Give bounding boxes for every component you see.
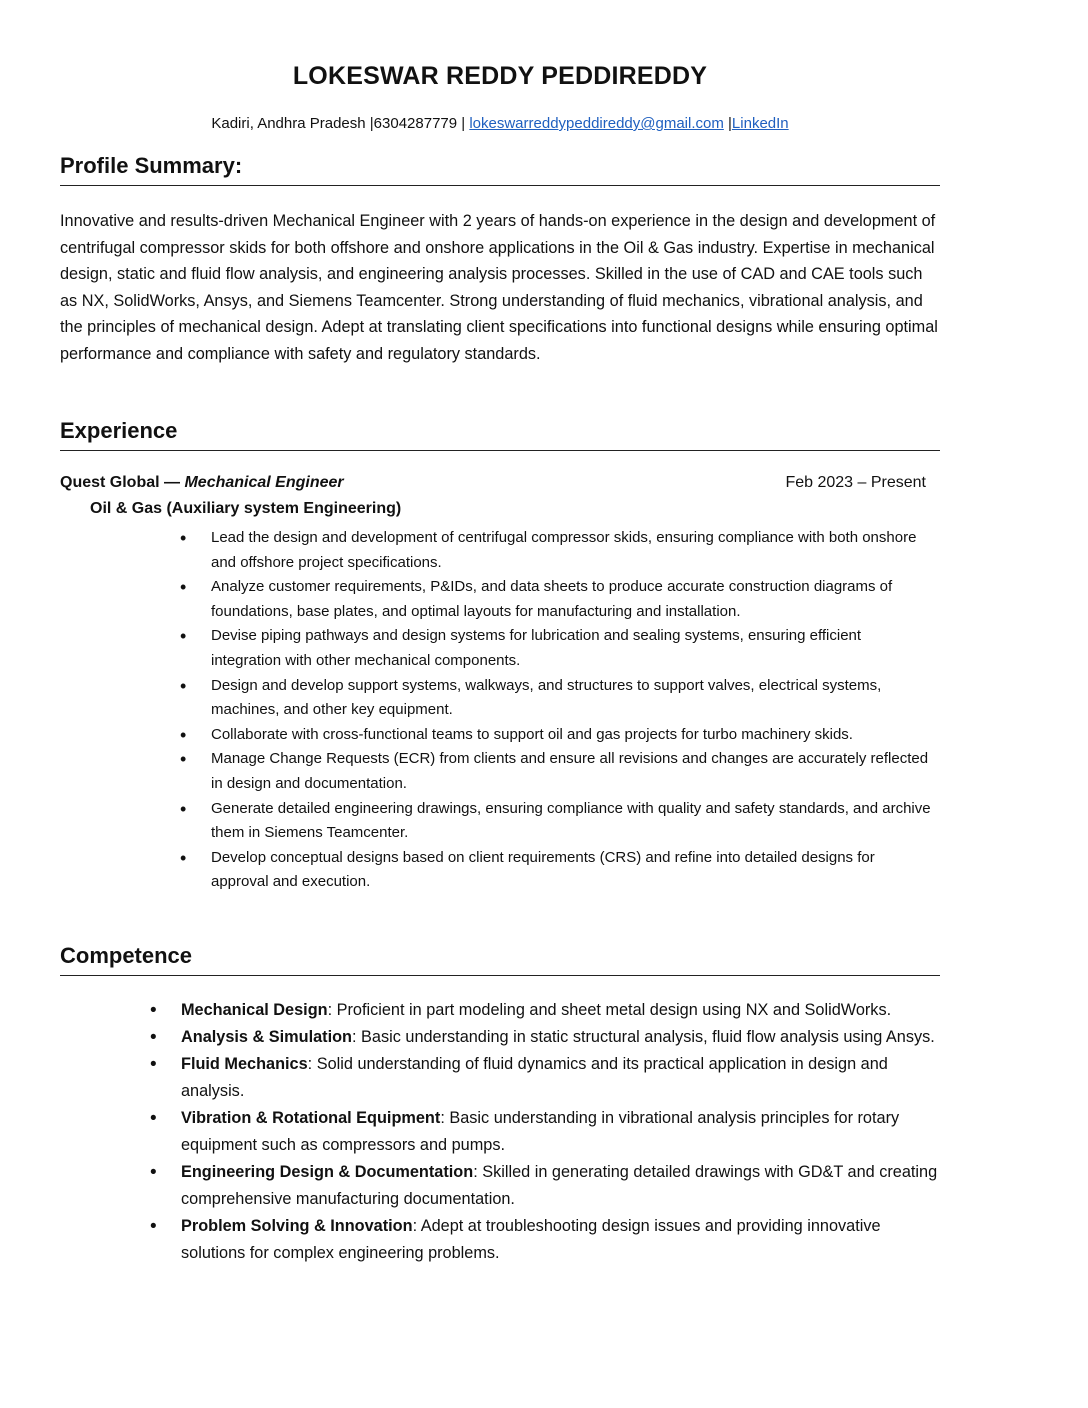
list-item bbox=[150, 997, 940, 1024]
list-item: • Collaborate with cross-functional teams to support oil and gas projects for turbo machinery skids. bbox=[180, 723, 932, 748]
competence-text: : Proficient in part modeling and sheet metal design using NX and SolidWorks. bbox=[327, 1001, 892, 1019]
competence-text: : Basic understanding in static structural analysis, fluid flow analysis using Ansys. bbox=[352, 1028, 935, 1046]
list-item: • Lead the design and development of centrifugal compressor skids, ensuring compliance with both onshore and offshore project specifications. bbox=[180, 526, 932, 575]
list-item bbox=[150, 1024, 940, 1051]
competence-text: : Solid understanding of fluid dynamics and its practical application in design and analysis. bbox=[181, 1055, 888, 1100]
job-subtitle: Oil & Gas (Auxiliary system Engineering) bbox=[90, 500, 402, 517]
list-item: • Design and develop support systems, walkways, and structures to support valves, electrical systems, machines, and other key equipment. bbox=[180, 674, 932, 723]
competence-title: Analysis & Simulation bbox=[181, 1028, 352, 1046]
company-name: Quest Global bbox=[60, 474, 160, 491]
competence-text: : Adept at troubleshooting design issues and providing innovative solutions for complex engineering problems. bbox=[181, 1217, 881, 1262]
list-item: • Devise piping pathways and design systems for lubrication and sealing systems, ensuring efficient integration with other mechanical components. bbox=[180, 624, 932, 673]
competence-heading: Competence bbox=[60, 943, 940, 976]
list-item bbox=[150, 1051, 940, 1105]
list-item bbox=[150, 1105, 940, 1159]
competence-title: Fluid Mechanics bbox=[181, 1055, 308, 1073]
candidate-name: LOKESWAR REDDY PEDDIREDDY bbox=[292, 62, 708, 90]
location-phone: Kadiri, Andhra Pradesh |6304287779 | bbox=[211, 115, 470, 132]
competence-title: Engineering Design & Documentation bbox=[181, 1163, 474, 1181]
linkedin-link[interactable]: LinkedIn bbox=[731, 115, 789, 132]
competence-list bbox=[150, 997, 940, 1267]
profile-summary-text: Innovative and results-driven Mechanical Engineer with 2 years of hands-on experience in the design and development of centrifugal compressor skids for both offshore and onshore applications in the Oil & Gas industry. Expertise in mechanical design, static and fluid flow analysis, and engineering analysis processes. Skilled in the use of CAD and CAE tools such as NX, SolidWorks, Ansys, and Siemens Teamcenter. Strong understanding of fluid mechanics, vibrational analysis, and the principles of mechanical design. Adept at translating client specifications into functional designs while ensuring optimal performance and compliance with safety and regulatory standards. bbox=[60, 212, 938, 363]
job-role: Mechanical Engineer bbox=[184, 474, 344, 491]
competence-title: Mechanical Design bbox=[181, 1001, 328, 1019]
competence-text: : Basic understanding in vibrational analysis principles for rotary equipment such as compressors and pumps. bbox=[181, 1109, 900, 1154]
competence-text: : Skilled in generating detailed drawings with GD&T and creating comprehensive manufacturing documentation. bbox=[181, 1163, 938, 1208]
experience-heading: Experience bbox=[60, 418, 940, 451]
job-dates: Feb 2023 – Present bbox=[785, 474, 926, 491]
job-header bbox=[60, 474, 926, 492]
profile-summary-heading: Profile Summary: bbox=[60, 153, 940, 186]
list-item bbox=[150, 1159, 940, 1213]
list-item: • Develop conceptual designs based on client requirements (CRS) and refine into detailed designs for approval and execution. bbox=[180, 846, 932, 895]
contact-line bbox=[0, 115, 1000, 132]
email-link[interactable]: lokeswarreddypeddireddy@gmail.com bbox=[469, 115, 724, 132]
title-dash: — bbox=[159, 474, 185, 491]
list-item: • Manage Change Requests (ECR) from clients and ensure all revisions and changes are accurately reflected in design and documentation. bbox=[180, 747, 932, 796]
contact-separator: | bbox=[723, 115, 732, 132]
list-item: • Generate detailed engineering drawings, ensuring compliance with quality and safety standards, and archive them in Siemens Teamcenter. bbox=[180, 797, 932, 846]
competence-title: Problem Solving & Innovation bbox=[181, 1217, 413, 1235]
list-item bbox=[150, 1213, 940, 1267]
list-item: • Analyze customer requirements, P&IDs, and data sheets to produce accurate construction diagrams of foundations, base plates, and optimal layouts for manufacturing and installation. bbox=[180, 575, 932, 624]
experience-bullets bbox=[180, 526, 932, 895]
competence-title: Vibration & Rotational Equipment bbox=[181, 1109, 441, 1127]
